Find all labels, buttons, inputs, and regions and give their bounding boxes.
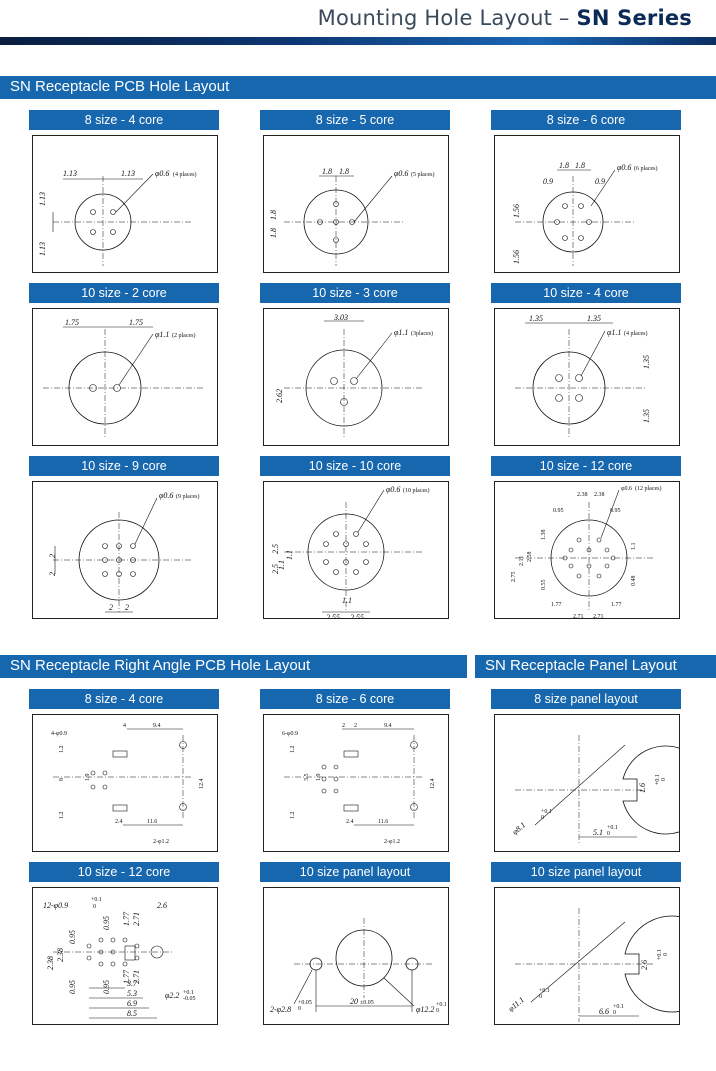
tolerance: +0.1	[613, 1004, 624, 1010]
tolerance: 0	[663, 953, 669, 956]
dim-label: 4-φ0.9	[51, 731, 67, 737]
dim-label: 8	[59, 778, 65, 781]
dim-label: 1.56	[512, 204, 521, 218]
dim-label: 11.6	[378, 819, 389, 825]
hole-spec: φ0.6	[617, 163, 632, 172]
dim-label: 1.8	[269, 228, 278, 238]
section-panel: SN Receptacle Panel Layout	[475, 655, 716, 678]
dim-label: 1.13	[38, 192, 47, 206]
dim-label: 3.5	[304, 773, 310, 781]
hole-count: (3places)	[411, 331, 433, 337]
dim-label: 1.38	[541, 529, 547, 540]
hole-count: (4 places)	[173, 172, 197, 178]
dim-label: 2.55	[326, 613, 340, 620]
hole-layout-diagram	[33, 309, 218, 446]
dim-label: 2.55	[350, 613, 364, 620]
dim-label: 6-φ0.9	[282, 731, 298, 737]
dim-label: 2-φ1.2	[153, 839, 169, 845]
dim-label: 1.2	[290, 745, 296, 753]
diagram-box	[263, 308, 449, 446]
page-title	[318, 6, 692, 30]
dim-label: 2.71	[132, 970, 141, 984]
cell-title: 8 size - 4 core	[29, 110, 219, 130]
dim-label: 0.95	[553, 508, 564, 514]
hole-count: (4 places)	[624, 331, 648, 337]
tolerance: +0.1	[607, 825, 618, 831]
diagram-box	[32, 887, 218, 1025]
cell-title: 8 size - 5 core	[260, 110, 450, 130]
dim-label: 1.35	[642, 355, 651, 369]
dim-label: 2.4	[115, 819, 123, 825]
hole-spec: φ0.6	[386, 485, 401, 494]
dim-label: 2.6	[157, 901, 167, 910]
tolerance: +0.1	[91, 897, 102, 903]
diagram-box	[494, 135, 680, 273]
dim-label: 9.4	[384, 723, 392, 729]
tolerance: ±0.05	[360, 1000, 374, 1006]
hole-spec: φ1.1	[394, 328, 409, 337]
dim-label: 1.75	[129, 318, 143, 327]
dim-label: 5.1	[593, 828, 603, 837]
page-title-series: SN Series	[576, 6, 692, 30]
hole-count: (9 places)	[176, 494, 200, 500]
header-bar	[0, 37, 716, 45]
tolerance: 0	[661, 778, 667, 781]
hole-layout-diagram	[264, 309, 449, 446]
tolerance: 0	[436, 1008, 439, 1014]
cell-title: 10 size - 9 core	[29, 456, 219, 476]
dim-label: 0.95	[68, 980, 77, 994]
dim-label: 0.55	[541, 579, 547, 590]
tolerance: +0.1	[436, 1002, 447, 1008]
cell-title: 10 size - 12 core	[491, 456, 681, 476]
dim-label: 1.1	[631, 542, 637, 550]
dim-label: 11.6	[147, 819, 158, 825]
page-header	[0, 0, 716, 46]
dim-label: 20	[350, 997, 358, 1006]
dim-label: 1.9	[316, 773, 322, 781]
dim-label: 2.58	[527, 551, 533, 562]
dim-label: φ12.2	[416, 1005, 435, 1014]
cell-title: 10 size - 10 core	[260, 456, 450, 476]
diagram-box	[263, 135, 449, 273]
dim-label: 1.77	[551, 602, 562, 608]
section-pcb: SN Receptacle PCB Hole Layout	[0, 76, 716, 99]
panel-layout-diagram	[264, 888, 449, 1025]
dim-label: 2.71	[593, 614, 604, 620]
dim-label: 2.71	[573, 614, 584, 620]
tolerance: 0	[607, 831, 610, 837]
dim-label: 2.38	[56, 948, 65, 962]
dim-label: 1.13	[121, 169, 135, 178]
dim-label: 4	[123, 723, 126, 729]
dim-label: 2.75	[511, 571, 517, 582]
hole-layout-diagram	[264, 136, 449, 273]
section-right-angle: SN Receptacle Right Angle PCB Hole Layout	[0, 655, 467, 678]
dim-label: 1.2	[59, 745, 65, 753]
dim-label: 6.9	[127, 999, 137, 1008]
diagram-box	[494, 308, 680, 446]
tolerance: +0.1	[539, 988, 550, 994]
diagram-box	[32, 481, 218, 619]
dim-label: φ2.2	[165, 991, 180, 1000]
dim-label: 2.38	[46, 956, 55, 970]
cell-title: 8 size panel layout	[491, 689, 681, 709]
hole-count: (2 places)	[172, 333, 196, 339]
dim-label: 1.2	[59, 811, 65, 819]
dim-label: 2	[342, 723, 345, 729]
cell-title: 10 size - 3 core	[260, 283, 450, 303]
dim-label: 1.9	[85, 773, 91, 781]
dim-label: 2	[109, 603, 113, 612]
dim-label: 8.5	[127, 1009, 137, 1018]
dim-label: 1.8	[322, 167, 332, 176]
dim-label: 1.77	[611, 602, 622, 608]
dim-label: 1.13	[63, 169, 77, 178]
dim-label: 1.35	[529, 314, 543, 323]
tolerance: 0	[93, 904, 96, 910]
tolerance: 0	[613, 1010, 616, 1016]
dim-label: 1.2	[290, 811, 296, 819]
dim-label: 0.9	[543, 177, 553, 186]
tolerance: +0.1	[183, 990, 194, 996]
dim-label: 2.6	[640, 960, 649, 970]
tolerance: +0.05	[298, 1000, 312, 1006]
dim-label: 12-φ0.9	[43, 901, 69, 910]
cell-title: 10 size - 4 core	[491, 283, 681, 303]
cell-title: 10 size - 12 core	[29, 862, 219, 882]
hole-count: (5 places)	[411, 172, 435, 178]
hole-layout-diagram	[33, 136, 218, 273]
tolerance: 0	[298, 1006, 301, 1012]
diagram-box	[263, 887, 449, 1025]
hole-layout-diagram	[33, 888, 218, 1025]
dim-label: 1.8	[339, 167, 349, 176]
dim-label: 1.77	[122, 912, 131, 926]
dim-label: 2.38	[594, 492, 605, 498]
dim-label: 2-φ2.8	[270, 1005, 292, 1014]
hole-count: (10 places)	[403, 488, 430, 494]
dim-label: 9.4	[153, 723, 161, 729]
hole-spec: φ1.1	[155, 330, 170, 339]
dim-label: 2.38	[577, 492, 588, 498]
dim-label: 2	[48, 572, 57, 576]
cell-title: 8 size - 4 core	[29, 689, 219, 709]
hole-spec: φ0.6	[621, 486, 632, 492]
hole-layout-diagram	[495, 309, 680, 446]
hole-layout-diagram	[264, 482, 449, 619]
tolerance: -0.05	[183, 996, 196, 1002]
dim-label: 2.11	[519, 555, 525, 566]
dim-label: 0.95	[68, 930, 77, 944]
dim-label: 1.6	[638, 783, 647, 793]
cell-title: 10 size panel layout	[491, 862, 681, 882]
diagram-box	[32, 714, 218, 852]
dim-label: 0.9	[595, 177, 605, 186]
dim-label: 1.35	[642, 409, 651, 423]
dim-label: 1.1	[342, 596, 352, 605]
dim-label: 2.71	[132, 912, 141, 926]
dim-label: 1.8	[575, 161, 585, 170]
diagram-box	[32, 135, 218, 273]
hole-spec: φ0.6	[155, 169, 170, 178]
cell-title: 8 size - 6 core	[260, 689, 450, 709]
dim-label: 2	[125, 603, 129, 612]
dim-label: 2	[48, 554, 57, 558]
dim-label: 1.56	[512, 250, 521, 264]
hole-count: (12 places)	[635, 486, 662, 492]
cell-title: 10 size panel layout	[260, 862, 450, 882]
panel-layout-diagram	[495, 715, 680, 852]
tolerance: +0.1	[657, 949, 663, 960]
dim-label: 1.75	[65, 318, 79, 327]
dim-label: 0.95	[610, 508, 621, 514]
diagram-box	[263, 481, 449, 619]
diagram-box	[494, 481, 680, 619]
dim-label: 2-φ1.2	[384, 839, 400, 845]
hole-layout-diagram	[495, 136, 680, 273]
hole-count: (6 places)	[634, 166, 658, 172]
dim-label: 0.95	[102, 916, 111, 930]
diagram-box	[494, 887, 680, 1025]
cell-title: 10 size - 2 core	[29, 283, 219, 303]
dim-label: 0.48	[631, 575, 637, 586]
dim-label: 1.13	[38, 242, 47, 256]
dim-label: 0.95	[102, 980, 111, 994]
dim-label: 1.1	[285, 550, 294, 560]
dim-label: 2.5	[271, 564, 280, 574]
hole-spec: φ1.1	[607, 328, 622, 337]
dim-label: 12.4	[199, 778, 205, 789]
hole-layout-diagram	[264, 715, 449, 852]
dim-label: 2	[354, 723, 357, 729]
diagram-box	[263, 714, 449, 852]
panel-layout-diagram	[495, 888, 680, 1025]
dim-label: 1.1	[277, 560, 286, 570]
dim-label: φ8.1	[510, 820, 528, 837]
dim-label: 1.8	[559, 161, 569, 170]
tolerance: +0.1	[655, 774, 661, 785]
dim-label: 3.03	[334, 313, 348, 322]
cell-title: 8 size - 6 core	[491, 110, 681, 130]
dim-label: 2.4	[346, 819, 354, 825]
tolerance: +0.1	[541, 809, 552, 815]
diagram-box	[32, 308, 218, 446]
dim-label: 2.62	[275, 389, 284, 403]
dim-label: 2.5	[271, 544, 280, 554]
tolerance: 0	[541, 815, 544, 821]
hole-spec: φ0.6	[159, 491, 174, 500]
page-title-prefix: Mounting Hole Layout –	[317, 6, 577, 30]
dim-label: 1.35	[587, 314, 601, 323]
dim-label: φ11.1	[506, 995, 526, 1014]
dim-label: 1.77	[122, 970, 131, 984]
dim-label: 6.6	[599, 1007, 609, 1016]
dim-label: 12.4	[430, 778, 436, 789]
tolerance: 0	[539, 994, 542, 1000]
hole-spec: φ0.6	[394, 169, 409, 178]
hole-layout-diagram	[495, 482, 680, 619]
hole-layout-diagram	[33, 482, 218, 619]
dim-label: 5.3	[127, 989, 137, 998]
dim-label: 3.7	[127, 979, 137, 988]
diagram-box	[494, 714, 680, 852]
hole-layout-diagram	[33, 715, 218, 852]
dim-label: 1.8	[269, 210, 278, 220]
